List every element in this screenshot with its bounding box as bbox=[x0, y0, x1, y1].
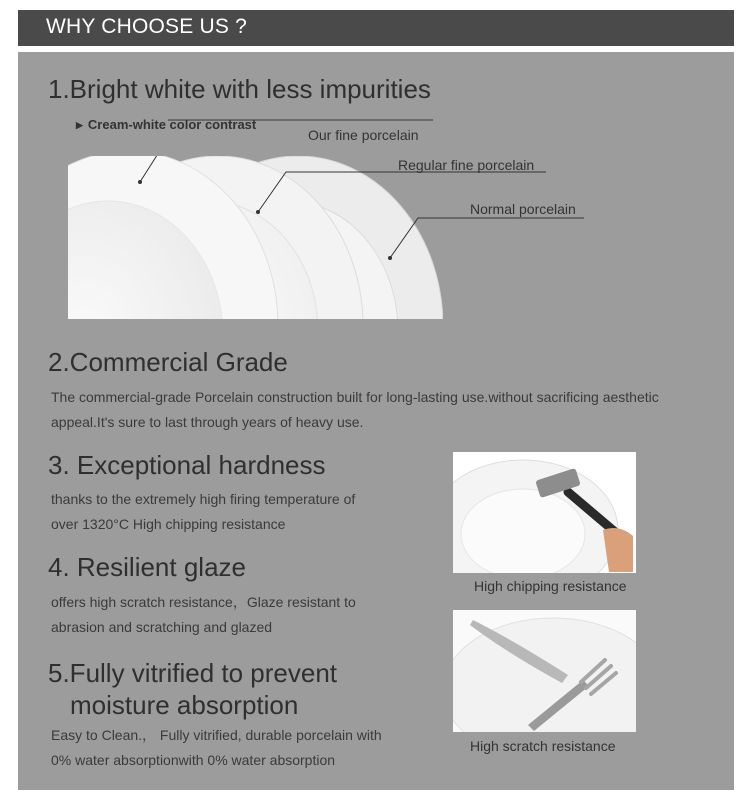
section3-body-line1: thanks to the extremely high firing temperature of bbox=[51, 491, 356, 507]
section2-body bbox=[51, 385, 721, 435]
hammer-plate-image bbox=[453, 452, 636, 573]
content-panel bbox=[18, 52, 734, 790]
knife-fork-illustration bbox=[453, 610, 636, 732]
label-normal-porcelain: Normal porcelain bbox=[470, 201, 576, 217]
section5-heading-line2: moisture absorption bbox=[70, 690, 299, 720]
label-our-fine-porcelain: Our fine porcelain bbox=[308, 127, 419, 143]
section5-body-line1: Easy to Clean.， Fully vitrified, durable porcelain with bbox=[51, 727, 382, 743]
knife-fork-image bbox=[453, 610, 636, 732]
section1-heading: 1.Bright white with less impurities bbox=[48, 74, 431, 104]
section3-heading: 3. Exceptional hardness bbox=[48, 450, 326, 480]
section4-heading: 4. Resilient glaze bbox=[48, 552, 246, 582]
header-bar bbox=[18, 10, 734, 46]
section4-body-line2: abrasion and scratching and glazed bbox=[51, 619, 273, 635]
section1-subheading-text: Cream-white color contrast bbox=[87, 117, 257, 132]
section5-heading-line1: 5.Fully vitrified to prevent bbox=[48, 658, 338, 688]
section2-body-line1: The commercial-grade Porcelain construction built for long-lasting use.without sacrificing aesthetic bbox=[51, 389, 659, 405]
section2-heading: 2.Commercial Grade bbox=[48, 347, 288, 377]
section2-body-line2: appeal.It's sure to last through years of heavy use. bbox=[51, 414, 364, 430]
header-title: WHY CHOOSE US ? bbox=[46, 15, 247, 38]
section4-body bbox=[51, 590, 431, 640]
caption-high-chipping: High chipping resistance bbox=[474, 578, 627, 594]
label-regular-fine-porcelain: Regular fine porcelain bbox=[398, 157, 535, 173]
triangle-bullet-icon: ▶ bbox=[76, 120, 83, 130]
section5-body bbox=[51, 723, 431, 773]
caption-high-scratch: High scratch resistance bbox=[470, 738, 616, 754]
section5-body-line2: 0% water absorptionwith 0% water absorption bbox=[51, 752, 336, 768]
hammer-plate-illustration bbox=[453, 452, 636, 573]
section3-body bbox=[51, 487, 431, 537]
section4-body-line1: offers high scratch resistance，Glaze resistant to bbox=[51, 594, 356, 610]
section3-body-line2: over 1320°C High chipping resistance bbox=[51, 516, 286, 532]
